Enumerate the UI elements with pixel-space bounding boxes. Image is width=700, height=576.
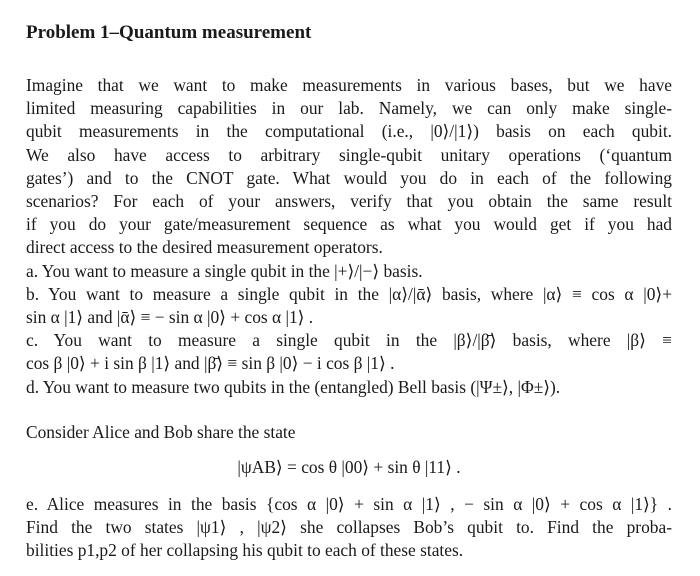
part-e-line-2: Find the two states |ψ1⟩ , |ψ2⟩ she collapses Bob’s qubit to. Find the proba- xyxy=(26,517,672,538)
part-d: d. You want to measure two qubits in the (entangled) Bell basis (|Ψ±⟩, |Φ±⟩). xyxy=(26,376,561,397)
intro-line-5: gates’) and to the CNOT gate. What would you do in each of the following xyxy=(26,167,672,188)
intro-line-6: scenarios? For each of your answers, verify that you obtain the same result xyxy=(26,191,672,212)
problem-title: Problem 1–Quantum measurement xyxy=(26,22,312,43)
problem-body xyxy=(26,74,672,444)
state-equation: |ψAB⟩ = cos θ |00⟩ + sin θ |11⟩ . xyxy=(237,457,461,478)
part-e-line-1: e. Alice measures in the basis {cos α |0⟩ + sin α |1⟩ , − sin α |0⟩ + cos α |1⟩} . xyxy=(26,494,672,515)
part-c-line-2: cos β |0⟩ + i sin β |1⟩ and |β̄⟩ ≡ sin β |0⟩ − i cos β |1⟩ . xyxy=(26,353,395,374)
part-e-block xyxy=(26,493,672,563)
part-b-line-1: b. You want to measure a single qubit in the |α⟩/|ᾱ⟩ basis, where |α⟩ ≡ cos α |0⟩+ xyxy=(26,283,672,304)
intro-line-1: Imagine that we want to make measurements in various bases, but we have xyxy=(26,75,672,95)
intro-line-8: direct access to the desired measurement operators. xyxy=(26,237,383,258)
part-b-line-2: sin α |1⟩ and |ᾱ⟩ ≡ − sin α |0⟩ + cos α |1⟩ . xyxy=(26,307,314,328)
intro-line-3: qubit measurements in the computational (i.e., |0⟩/|1⟩) basis on each qubit. xyxy=(26,121,672,142)
part-a: a. You want to measure a single qubit in the |+⟩/|−⟩ basis. xyxy=(26,260,423,281)
intro-line-2: limited measuring capabilities in our lab. Namely, we can only make single- xyxy=(26,98,672,119)
alice-bob-intro: Consider Alice and Bob share the state xyxy=(26,421,296,442)
part-c-line-1: c. You want to measure a single qubit in the |β⟩/|β̄⟩ basis, where |β⟩ ≡ xyxy=(26,330,672,351)
intro-line-4: We also have access to arbitrary single-qubit unitary operations (‘quantum xyxy=(26,144,672,165)
intro-line-7: if you do your gate/measurement sequence as what you would get if you had xyxy=(26,214,672,235)
part-e-line-3: bilities p1,p2 of her collapsing his qubit to each of these states. xyxy=(26,540,464,561)
